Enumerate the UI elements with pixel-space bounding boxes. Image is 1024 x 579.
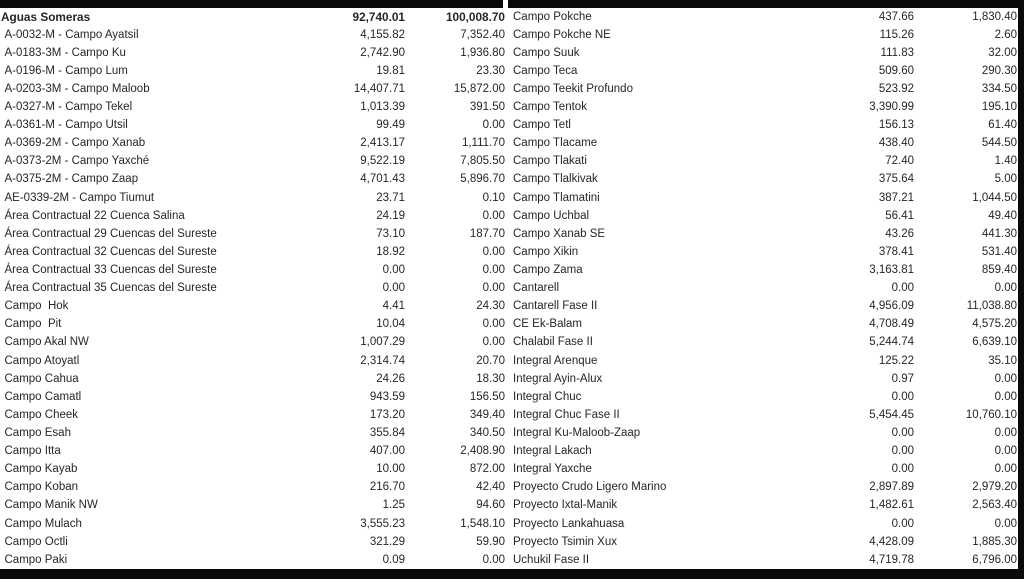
table-row bbox=[511, 8, 1017, 26]
numeric-cell-2[interactable]: 1.40 bbox=[994, 155, 1017, 168]
numeric-cell-2[interactable]: 0.00 bbox=[994, 463, 1017, 476]
table-row bbox=[0, 352, 505, 370]
row-label-cell[interactable]: CE Ek-Balam bbox=[513, 318, 583, 331]
table-row bbox=[511, 442, 1017, 460]
table-row bbox=[511, 478, 1017, 496]
numeric-cell-2[interactable]: 1,885.30 bbox=[972, 535, 1017, 548]
numeric-cell-2[interactable]: 391.50 bbox=[469, 101, 505, 114]
numeric-cell-2[interactable]: 0.00 bbox=[994, 445, 1017, 458]
table-row bbox=[0, 388, 505, 406]
row-label-cell[interactable]: Campo Octli bbox=[4, 535, 68, 548]
numeric-cell-2[interactable]: 2,979.20 bbox=[972, 481, 1017, 494]
numeric-cell-1[interactable]: 23.71 bbox=[376, 191, 405, 204]
numeric-cell-2[interactable]: 1,548.10 bbox=[460, 517, 505, 530]
numeric-cell-1[interactable]: 943.59 bbox=[369, 390, 405, 403]
table-row bbox=[0, 406, 505, 424]
table-row bbox=[511, 333, 1017, 351]
table-row bbox=[0, 279, 505, 297]
numeric-cell-2[interactable]: 6,639.10 bbox=[972, 336, 1017, 349]
row-label-cell[interactable]: Campo Itta bbox=[4, 445, 61, 458]
table-row bbox=[0, 333, 505, 351]
numeric-cell-2[interactable]: 0.10 bbox=[482, 191, 505, 204]
table-row bbox=[511, 225, 1017, 243]
numeric-cell-2[interactable]: 18.30 bbox=[476, 372, 505, 385]
numeric-cell-1[interactable]: 509.60 bbox=[878, 64, 914, 77]
numeric-cell-1[interactable]: 0.00 bbox=[891, 445, 914, 458]
numeric-cell-2[interactable]: 1,936.80 bbox=[460, 46, 505, 59]
row-label-cell[interactable]: Campo Teca bbox=[513, 64, 578, 77]
numeric-cell-1[interactable]: 24.19 bbox=[376, 209, 405, 222]
numeric-cell-2[interactable]: 94.60 bbox=[476, 499, 505, 512]
table-row bbox=[511, 189, 1017, 207]
row-label-cell[interactable]: Campo Esah bbox=[4, 427, 71, 440]
numeric-cell-1[interactable]: 2,742.90 bbox=[360, 46, 405, 59]
numeric-cell-2[interactable]: 42.40 bbox=[476, 481, 505, 494]
row-label-cell[interactable]: Integral Ku-Maloob-Zaap bbox=[513, 427, 641, 440]
row-label-cell[interactable]: Proyecto Ixtal-Manik bbox=[513, 499, 618, 512]
numeric-cell-1[interactable]: 99.49 bbox=[376, 119, 405, 132]
numeric-cell-2[interactable]: 7,805.50 bbox=[460, 155, 505, 168]
row-label-cell[interactable]: Campo Cahua bbox=[4, 372, 79, 385]
numeric-cell-1[interactable]: 2,413.17 bbox=[360, 137, 405, 150]
numeric-cell-2[interactable]: 7,352.40 bbox=[460, 28, 505, 41]
table-row bbox=[511, 26, 1017, 44]
table-row bbox=[511, 44, 1017, 62]
row-label-cell[interactable]: Campo Zama bbox=[513, 264, 583, 277]
table-row bbox=[0, 152, 505, 170]
numeric-cell-1[interactable]: 5,244.74 bbox=[869, 336, 914, 349]
numeric-cell-2[interactable]: 10,760.10 bbox=[965, 408, 1017, 421]
numeric-cell-2[interactable]: 100,008.70 bbox=[445, 9, 505, 24]
numeric-cell-1[interactable]: 0.00 bbox=[891, 282, 914, 295]
numeric-cell-2[interactable]: 1,830.40 bbox=[972, 10, 1017, 23]
numeric-cell-2[interactable]: 340.50 bbox=[469, 427, 505, 440]
row-label-cell[interactable]: Campo Mulach bbox=[4, 517, 82, 530]
row-label-cell[interactable]: Área Contractual 33 Cuencas del Sureste bbox=[4, 264, 217, 277]
table-row bbox=[511, 370, 1017, 388]
numeric-cell-1[interactable]: 4,428.09 bbox=[869, 535, 914, 548]
table-row bbox=[511, 134, 1017, 152]
row-label-cell[interactable]: Aguas Someras bbox=[1, 9, 91, 24]
row-label-cell[interactable]: A-0373-2M - Campo Yaxché bbox=[4, 155, 150, 168]
table-row bbox=[0, 297, 505, 315]
numeric-cell-2[interactable]: 0.00 bbox=[482, 282, 505, 295]
numeric-cell-2[interactable]: 290.30 bbox=[981, 64, 1017, 77]
table-row bbox=[511, 533, 1017, 551]
numeric-cell-1[interactable]: 19.81 bbox=[376, 64, 405, 77]
numeric-cell-1[interactable]: 24.26 bbox=[376, 372, 405, 385]
table-row bbox=[0, 225, 505, 243]
numeric-cell-1[interactable]: 0.00 bbox=[891, 390, 914, 403]
numeric-cell-2[interactable]: 0.00 bbox=[482, 209, 505, 222]
numeric-cell-1[interactable]: 3,390.99 bbox=[869, 101, 914, 114]
numeric-cell-1[interactable]: 4.41 bbox=[382, 300, 405, 313]
row-label-cell[interactable]: Proyecto Crudo Ligero Marino bbox=[513, 481, 667, 494]
row-label-cell[interactable]: Campo Atoyatl bbox=[4, 354, 80, 367]
numeric-cell-1[interactable]: 5,454.45 bbox=[869, 408, 914, 421]
bottom-black-border bbox=[0, 569, 1024, 579]
numeric-cell-1[interactable]: 111.83 bbox=[880, 46, 914, 59]
numeric-cell-1[interactable]: 43.26 bbox=[885, 227, 914, 240]
numeric-cell-1[interactable]: 2,314.74 bbox=[360, 354, 405, 367]
table-row bbox=[0, 207, 505, 225]
numeric-cell-1[interactable]: 18.92 bbox=[376, 245, 405, 258]
row-label-cell[interactable]: Campo Uchbal bbox=[513, 209, 590, 222]
row-label-cell[interactable]: A-0196-M - Campo Lum bbox=[4, 64, 128, 77]
numeric-cell-1[interactable]: 378.41 bbox=[878, 245, 914, 258]
table-row bbox=[511, 116, 1017, 134]
numeric-cell-2[interactable]: 1,044.50 bbox=[972, 191, 1017, 204]
table-row bbox=[0, 80, 505, 98]
row-label-cell[interactable]: A-0361-M - Campo Utsil bbox=[4, 119, 128, 132]
numeric-cell-1[interactable]: 73.10 bbox=[376, 227, 405, 240]
row-label-cell[interactable]: A-0375-2M - Campo Zaap bbox=[4, 173, 139, 186]
row-label-cell[interactable]: Campo Hok bbox=[4, 300, 69, 313]
numeric-cell-2[interactable]: 49.40 bbox=[988, 209, 1017, 222]
row-label-cell[interactable]: Campo Pokche bbox=[513, 10, 592, 23]
table-row bbox=[0, 26, 505, 44]
right-black-border bbox=[1018, 0, 1024, 579]
numeric-cell-1[interactable]: 10.00 bbox=[376, 463, 405, 476]
row-label-cell[interactable]: Campo Xikin bbox=[513, 245, 579, 258]
numeric-cell-1[interactable]: 4,701.43 bbox=[360, 173, 405, 186]
row-label-cell[interactable]: Campo Tlacame bbox=[513, 137, 598, 150]
numeric-cell-1[interactable]: 4,956.09 bbox=[869, 300, 914, 313]
numeric-cell-1[interactable]: 14,407.71 bbox=[353, 82, 405, 95]
numeric-cell-1[interactable]: 4,708.49 bbox=[869, 318, 914, 331]
numeric-cell-2[interactable]: 0.00 bbox=[482, 318, 505, 331]
row-label-cell[interactable]: Campo Tentok bbox=[513, 101, 587, 114]
numeric-cell-1[interactable]: 1,013.39 bbox=[360, 101, 405, 114]
table-row bbox=[511, 297, 1017, 315]
row-label-cell[interactable]: Campo Tlalkivak bbox=[513, 173, 598, 186]
row-label-cell[interactable]: Campo Koban bbox=[4, 481, 79, 494]
numeric-cell-1[interactable]: 4,719.78 bbox=[869, 553, 914, 566]
right-pane bbox=[511, 8, 1017, 569]
table-row bbox=[0, 478, 505, 496]
row-label-cell[interactable]: Integral Ayin-Alux bbox=[513, 372, 603, 385]
numeric-cell-1[interactable]: 4,155.82 bbox=[360, 28, 405, 41]
row-label-cell[interactable]: Campo Manik NW bbox=[4, 499, 98, 512]
row-label-cell[interactable]: Campo Cheek bbox=[4, 408, 79, 421]
row-label-cell[interactable]: Integral Chuc bbox=[513, 390, 582, 403]
table-row bbox=[0, 496, 505, 514]
table-row bbox=[0, 44, 505, 62]
table-row bbox=[511, 352, 1017, 370]
numeric-cell-2[interactable]: 187.70 bbox=[469, 227, 505, 240]
table-row bbox=[511, 80, 1017, 98]
numeric-cell-1[interactable]: 9,522.19 bbox=[360, 155, 405, 168]
table-row bbox=[511, 551, 1017, 569]
table-row bbox=[0, 261, 505, 279]
numeric-cell-2[interactable]: 59.90 bbox=[476, 535, 505, 548]
numeric-cell-1[interactable]: 387.21 bbox=[878, 191, 914, 204]
table-row bbox=[511, 170, 1017, 188]
row-label-cell[interactable]: A-0183-3M - Campo Ku bbox=[4, 46, 126, 59]
numeric-cell-2[interactable]: 0.00 bbox=[994, 282, 1017, 295]
numeric-cell-2[interactable]: 544.50 bbox=[981, 137, 1017, 150]
row-label-cell[interactable]: Área Contractual 32 Cuencas del Sureste bbox=[4, 245, 217, 258]
table-row bbox=[511, 207, 1017, 225]
numeric-cell-1[interactable]: 321.29 bbox=[369, 535, 405, 548]
numeric-cell-2[interactable]: 0.00 bbox=[994, 427, 1017, 440]
numeric-cell-1[interactable]: 10.04 bbox=[376, 318, 405, 331]
numeric-cell-2[interactable]: 35.10 bbox=[988, 354, 1017, 367]
table-row bbox=[511, 152, 1017, 170]
numeric-cell-2[interactable]: 441.30 bbox=[981, 227, 1017, 240]
numeric-cell-1[interactable]: 156.13 bbox=[878, 119, 914, 132]
row-label-cell[interactable]: Integral Yaxche bbox=[513, 463, 592, 476]
numeric-cell-2[interactable]: 0.00 bbox=[994, 517, 1017, 530]
numeric-cell-2[interactable]: 6,796.00 bbox=[972, 553, 1017, 566]
numeric-cell-2[interactable]: 23.30 bbox=[476, 64, 505, 77]
row-label-cell[interactable]: Campo Tlamatini bbox=[513, 191, 600, 204]
row-label-cell[interactable]: Campo Suuk bbox=[513, 46, 580, 59]
numeric-cell-2[interactable]: 0.00 bbox=[994, 372, 1017, 385]
table-row bbox=[511, 424, 1017, 442]
row-label-cell[interactable]: Campo Xanab SE bbox=[513, 227, 606, 240]
numeric-cell-1[interactable]: 438.40 bbox=[878, 137, 914, 150]
table-row bbox=[0, 370, 505, 388]
row-label-cell[interactable]: Chalabil Fase II bbox=[513, 336, 593, 349]
numeric-cell-2[interactable]: 0.00 bbox=[482, 264, 505, 277]
row-label-cell[interactable]: Integral Chuc Fase II bbox=[513, 408, 620, 421]
numeric-cell-1[interactable]: 1,007.29 bbox=[360, 336, 405, 349]
numeric-cell-1[interactable]: 92,740.01 bbox=[352, 9, 405, 24]
numeric-cell-2[interactable]: 24.30 bbox=[476, 300, 505, 313]
table-row bbox=[0, 442, 505, 460]
numeric-cell-2[interactable]: 349.40 bbox=[469, 408, 505, 421]
row-label-cell[interactable]: A-0327-M - Campo Tekel bbox=[4, 101, 133, 114]
numeric-cell-1[interactable]: 115.26 bbox=[879, 28, 914, 41]
top-border-column-gap bbox=[503, 0, 508, 8]
numeric-cell-2[interactable]: 872.00 bbox=[469, 463, 505, 476]
table-row bbox=[0, 8, 505, 26]
table-row bbox=[0, 134, 505, 152]
numeric-cell-1[interactable]: 72.40 bbox=[885, 155, 914, 168]
numeric-cell-1[interactable]: 125.22 bbox=[878, 354, 914, 367]
row-label-cell[interactable]: A-0203-3M - Campo Maloob bbox=[4, 82, 150, 95]
table-row bbox=[511, 315, 1017, 333]
numeric-cell-1[interactable]: 2,897.89 bbox=[869, 481, 914, 494]
numeric-cell-1[interactable]: 0.97 bbox=[891, 372, 914, 385]
row-label-cell[interactable]: A-0369-2M - Campo Xanab bbox=[4, 137, 146, 150]
numeric-cell-2[interactable]: 531.40 bbox=[981, 245, 1017, 258]
row-label-cell[interactable]: Campo Tlakati bbox=[513, 155, 587, 168]
table-row bbox=[511, 460, 1017, 478]
numeric-cell-2[interactable]: 2.60 bbox=[994, 28, 1017, 41]
numeric-cell-1[interactable]: 375.64 bbox=[878, 173, 914, 186]
table-row bbox=[0, 243, 505, 261]
numeric-cell-1[interactable]: 0.00 bbox=[382, 282, 405, 295]
numeric-cell-2[interactable]: 859.40 bbox=[981, 264, 1017, 277]
row-label-cell[interactable]: Cantarell bbox=[513, 282, 560, 295]
numeric-cell-1[interactable]: 3,555.23 bbox=[360, 517, 405, 530]
table-row bbox=[0, 515, 505, 533]
numeric-cell-2[interactable]: 0.00 bbox=[482, 119, 505, 132]
numeric-cell-2[interactable]: 20.70 bbox=[476, 354, 505, 367]
numeric-cell-2[interactable]: 15,872.00 bbox=[453, 82, 505, 95]
numeric-cell-2[interactable]: 1,111.70 bbox=[461, 137, 505, 150]
numeric-cell-1[interactable]: 3,163.81 bbox=[869, 264, 914, 277]
row-label-cell[interactable]: Campo Tetl bbox=[513, 119, 571, 132]
row-label-cell[interactable]: A-0032-M - Campo Ayatsil bbox=[4, 28, 139, 41]
table-row bbox=[511, 406, 1017, 424]
numeric-cell-1[interactable]: 437.66 bbox=[878, 10, 914, 23]
row-label-cell[interactable]: AE-0339-2M - Campo Tiumut bbox=[4, 191, 155, 204]
numeric-cell-2[interactable]: 0.00 bbox=[482, 245, 505, 258]
table-row bbox=[0, 98, 505, 116]
row-label-cell[interactable]: Proyecto Tsimin Xux bbox=[513, 535, 617, 548]
table-row bbox=[0, 424, 505, 442]
numeric-cell-2[interactable]: 5.00 bbox=[994, 173, 1017, 186]
numeric-cell-2[interactable]: 195.10 bbox=[981, 101, 1017, 114]
row-label-cell[interactable]: Campo Akal NW bbox=[4, 336, 89, 349]
row-label-cell[interactable]: Proyecto Lankahuasa bbox=[513, 517, 625, 530]
numeric-cell-1[interactable]: 0.09 bbox=[382, 553, 405, 566]
table-row bbox=[511, 261, 1017, 279]
numeric-cell-1[interactable]: 1.25 bbox=[382, 499, 405, 512]
numeric-cell-1[interactable]: 56.41 bbox=[885, 209, 914, 222]
numeric-cell-2[interactable]: 0.00 bbox=[994, 390, 1017, 403]
numeric-cell-2[interactable]: 2,408.90 bbox=[460, 445, 505, 458]
row-label-cell[interactable]: Campo Pit bbox=[4, 318, 62, 331]
numeric-cell-2[interactable]: 156.50 bbox=[469, 390, 505, 403]
numeric-cell-2[interactable]: 0.00 bbox=[482, 553, 505, 566]
table-row bbox=[511, 496, 1017, 514]
table-row bbox=[511, 279, 1017, 297]
table-row bbox=[0, 460, 505, 478]
row-label-cell[interactable]: Campo Pokche NE bbox=[513, 28, 611, 41]
row-label-cell[interactable]: Integral Lakach bbox=[513, 445, 592, 458]
numeric-cell-2[interactable]: 61.40 bbox=[988, 119, 1017, 132]
row-label-cell[interactable]: Área Contractual 29 Cuencas del Sureste bbox=[4, 227, 217, 240]
table-row bbox=[511, 243, 1017, 261]
table-row bbox=[0, 551, 505, 569]
row-label-cell[interactable]: Integral Arenque bbox=[513, 354, 598, 367]
numeric-cell-1[interactable]: 523.92 bbox=[878, 82, 914, 95]
table-row bbox=[511, 388, 1017, 406]
table-row bbox=[0, 62, 505, 80]
numeric-cell-2[interactable]: 334.50 bbox=[981, 82, 1017, 95]
row-label-cell[interactable]: Campo Camatl bbox=[4, 390, 82, 403]
row-label-cell[interactable]: Área Contractual 22 Cuenca Salina bbox=[4, 209, 185, 222]
numeric-cell-2[interactable]: 32.00 bbox=[988, 46, 1017, 59]
table-row bbox=[0, 533, 505, 551]
row-label-cell[interactable]: Campo Teekit Profundo bbox=[513, 82, 633, 95]
row-label-cell[interactable]: Cantarell Fase II bbox=[513, 300, 598, 313]
row-label-cell[interactable]: Uchukil Fase II bbox=[513, 553, 590, 566]
top-black-border bbox=[0, 0, 1024, 8]
numeric-cell-1[interactable]: 0.00 bbox=[891, 427, 914, 440]
numeric-cell-2[interactable]: 2,563.40 bbox=[972, 499, 1017, 512]
numeric-cell-1[interactable]: 0.00 bbox=[891, 463, 914, 476]
numeric-cell-1[interactable]: 173.20 bbox=[369, 408, 405, 421]
numeric-cell-2[interactable]: 4,575.20 bbox=[972, 318, 1017, 331]
numeric-cell-2[interactable]: 11,038.80 bbox=[966, 300, 1017, 313]
left-pane bbox=[0, 8, 505, 569]
numeric-cell-1[interactable]: 216.70 bbox=[369, 481, 405, 494]
numeric-cell-1[interactable]: 1,482.61 bbox=[869, 499, 914, 512]
numeric-cell-2[interactable]: 0.00 bbox=[482, 336, 505, 349]
numeric-cell-1[interactable]: 407.00 bbox=[369, 445, 405, 458]
table-row bbox=[0, 116, 505, 134]
table-row bbox=[511, 98, 1017, 116]
numeric-cell-1[interactable]: 355.84 bbox=[369, 427, 405, 440]
numeric-cell-2[interactable]: 5,896.70 bbox=[460, 173, 505, 186]
table-row bbox=[0, 170, 505, 188]
numeric-cell-1[interactable]: 0.00 bbox=[382, 264, 405, 277]
table-row bbox=[0, 189, 505, 207]
row-label-cell[interactable]: Campo Kayab bbox=[4, 463, 78, 476]
table-row bbox=[0, 315, 505, 333]
table-row bbox=[511, 62, 1017, 80]
row-label-cell[interactable]: Área Contractual 35 Cuencas del Sureste bbox=[4, 282, 217, 295]
numeric-cell-1[interactable]: 0.00 bbox=[891, 517, 914, 530]
row-label-cell[interactable]: Campo Paki bbox=[4, 553, 68, 566]
table-row bbox=[511, 515, 1017, 533]
